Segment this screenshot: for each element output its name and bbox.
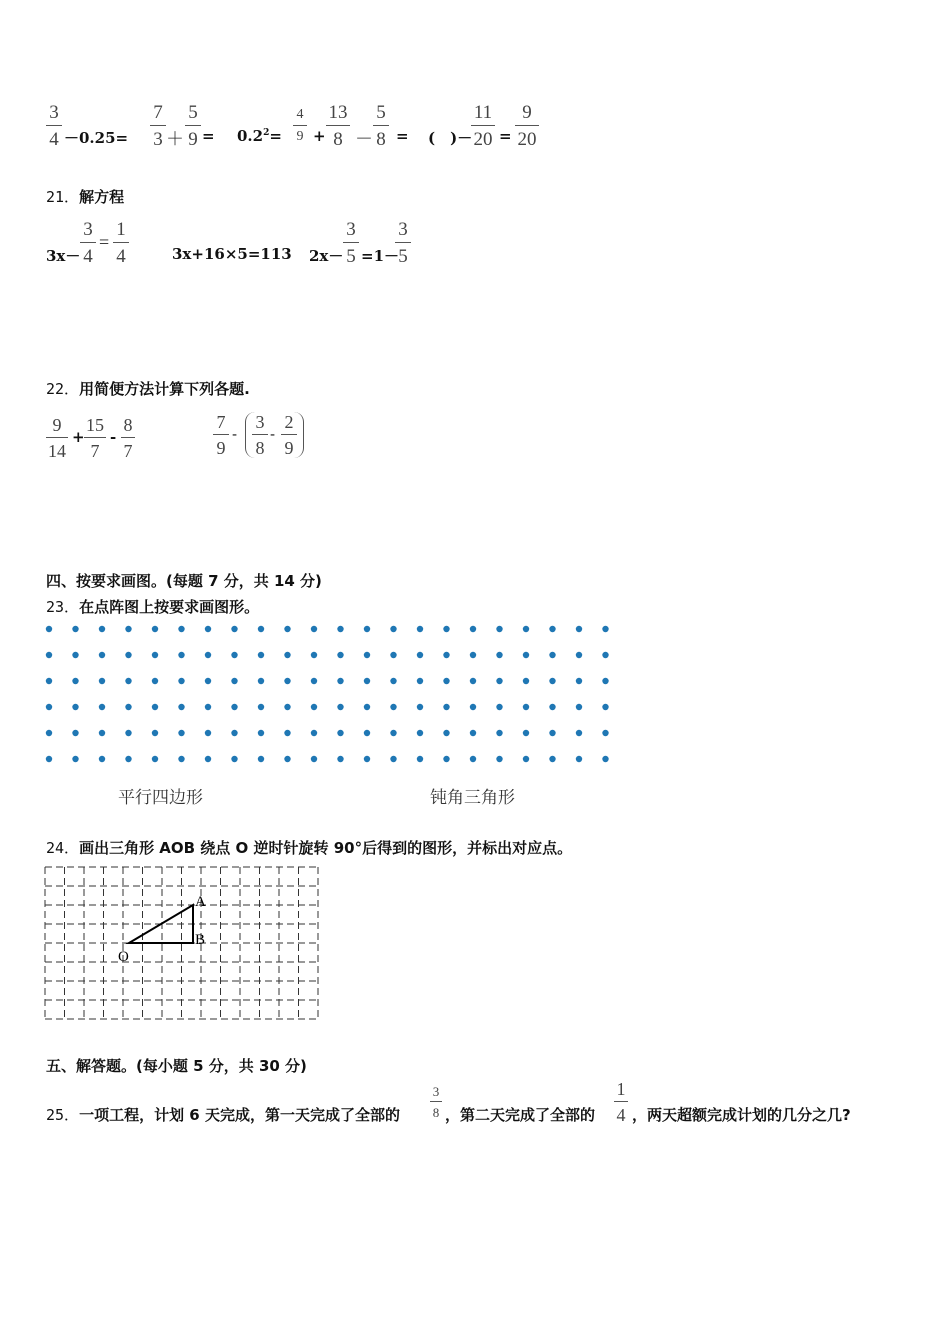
grid-dot	[549, 704, 555, 710]
grid-dot	[125, 704, 131, 710]
expression-text: $0.2^2=$	[237, 127, 282, 145]
grid-dot	[390, 730, 396, 736]
dot-grid	[40, 620, 620, 770]
grid-dot	[470, 652, 476, 658]
grid-dot	[417, 678, 423, 684]
blank-parenthesis: ( )－	[428, 129, 473, 147]
grid-dot	[549, 756, 555, 762]
grid-dot	[72, 730, 78, 736]
grid-dot	[523, 730, 529, 736]
grid-dot	[311, 730, 317, 736]
grid-dot	[205, 756, 211, 762]
grid-dot	[417, 652, 423, 658]
grid-dot	[99, 756, 105, 762]
grid-dot	[178, 678, 184, 684]
grid-dot	[258, 652, 264, 658]
grid-dot	[417, 626, 423, 632]
grid-dot	[178, 626, 184, 632]
grid-dot	[72, 626, 78, 632]
grid-dot	[390, 704, 396, 710]
grid-dot	[496, 678, 502, 684]
plus-sign: +	[72, 428, 85, 446]
grid-dot	[576, 704, 582, 710]
fraction: 3 8	[252, 413, 268, 457]
grid-dot	[205, 730, 211, 736]
fraction: 4 9	[293, 108, 307, 144]
grid-dot	[125, 678, 131, 684]
grid-dot	[178, 756, 184, 762]
grid-dot	[72, 652, 78, 658]
grid-dot	[523, 652, 529, 658]
fraction: 9 20	[515, 103, 539, 149]
grid-dot	[284, 678, 290, 684]
grid-dot	[284, 626, 290, 632]
question-25-text-1: 25．一项工程，计划 6 天完成，第一天完成了全部的	[46, 1106, 400, 1124]
grid-dot	[125, 626, 131, 632]
grid-dot	[602, 652, 608, 658]
grid-dot	[178, 704, 184, 710]
grid-dot	[284, 756, 290, 762]
expression-text: －0.25=	[64, 129, 129, 147]
grid-dot	[549, 626, 555, 632]
grid-dot	[443, 626, 449, 632]
fraction: 3 8	[430, 1085, 442, 1119]
equation-mid: =1－	[361, 247, 400, 265]
grid-dot	[337, 756, 343, 762]
fraction: 8 7	[121, 416, 135, 460]
fraction: 1 4	[614, 1080, 628, 1124]
grid-dot	[602, 756, 608, 762]
fraction: 3 5	[343, 220, 359, 266]
fraction: 13 8	[326, 103, 350, 149]
grid-dot	[46, 678, 52, 684]
grid-dot	[470, 704, 476, 710]
grid-dot	[443, 678, 449, 684]
fraction: 1 4	[113, 220, 129, 266]
equation-lead: 3x－	[46, 247, 81, 265]
grid-dot	[602, 704, 608, 710]
grid-dot	[125, 730, 131, 736]
label-parallelogram: 平行四边形	[118, 788, 203, 808]
grid-dot	[311, 678, 317, 684]
grid-dot	[152, 626, 158, 632]
grid-dot	[205, 652, 211, 658]
question-21-heading: 21．解方程	[46, 188, 125, 206]
grid-dot	[496, 704, 502, 710]
grid-dot	[549, 652, 555, 658]
grid-dot	[46, 730, 52, 736]
grid-dot	[152, 756, 158, 762]
grid-dot	[99, 678, 105, 684]
grid-dot	[46, 626, 52, 632]
grid-dot	[152, 704, 158, 710]
plus-sign: +	[313, 127, 326, 145]
grid-dot	[311, 756, 317, 762]
section-4-title: 四、按要求画图。(每题 7 分，共 14 分)	[46, 572, 322, 590]
section-5-title: 五、解答题。(每小题 5 分，共 30 分)	[46, 1057, 307, 1075]
fraction: 3 4	[80, 220, 96, 266]
grid-dot	[496, 652, 502, 658]
grid-dot	[72, 678, 78, 684]
grid-dot	[152, 652, 158, 658]
fraction: 15 7	[86, 415, 104, 461]
grid-dot	[443, 704, 449, 710]
minus-sign: -	[232, 425, 238, 443]
grid-dot	[576, 756, 582, 762]
equals-sign: =	[396, 127, 409, 145]
equals-sign: =	[499, 127, 512, 145]
grid-dot	[337, 626, 343, 632]
grid-dot	[417, 704, 423, 710]
grid-dot	[364, 626, 370, 632]
grid-dot	[390, 678, 396, 684]
grid-dot	[46, 652, 52, 658]
grid-dot	[231, 652, 237, 658]
grid-dot	[417, 730, 423, 736]
grid-dot	[258, 756, 264, 762]
grid-dot	[231, 756, 237, 762]
grid-dot	[152, 678, 158, 684]
grid-dot	[443, 756, 449, 762]
grid-dot	[258, 678, 264, 684]
question-22-heading: 22．用简便方法计算下列各题.	[46, 380, 250, 398]
grid-dot	[417, 756, 423, 762]
grid-dot	[443, 730, 449, 736]
grid-dot	[72, 756, 78, 762]
grid-dot	[231, 678, 237, 684]
fraction: 11 20	[471, 103, 495, 149]
fraction: 3 4	[46, 103, 62, 149]
grid-dot	[205, 626, 211, 632]
grid-dot	[523, 626, 529, 632]
fraction: 5 9	[185, 103, 201, 149]
equation-lead: 2x－	[309, 247, 344, 265]
fraction: 7 9	[213, 413, 229, 457]
grid-dot	[549, 730, 555, 736]
grid-dot	[602, 626, 608, 632]
grid-dot	[364, 704, 370, 710]
grid-dot	[602, 678, 608, 684]
grid-dot	[337, 678, 343, 684]
grid-dot	[470, 678, 476, 684]
grid-dot	[470, 756, 476, 762]
grid-dot	[496, 626, 502, 632]
grid-dot	[178, 730, 184, 736]
grid-dot	[125, 756, 131, 762]
grid-dot	[443, 652, 449, 658]
grid-dot	[337, 704, 343, 710]
grid-dot	[284, 652, 290, 658]
grid-dot	[72, 704, 78, 710]
grid-dot	[576, 678, 582, 684]
equals-sign: =	[99, 232, 110, 252]
minus-sign: -	[110, 428, 117, 446]
fraction: 7 3	[150, 103, 166, 149]
grid-dot	[390, 652, 396, 658]
grid-dot	[364, 756, 370, 762]
grid-dot	[284, 704, 290, 710]
grid-dot	[390, 626, 396, 632]
grid-dot	[311, 652, 317, 658]
plus-sign: ＋	[166, 129, 184, 149]
grid-dot	[523, 678, 529, 684]
grid-dot	[576, 730, 582, 736]
grid-dot	[99, 652, 105, 658]
grid-dot	[46, 704, 52, 710]
grid-dot	[231, 704, 237, 710]
point-a-label: A	[195, 894, 206, 910]
grid-dot	[549, 678, 555, 684]
fraction: 3 5	[395, 220, 411, 266]
grid-dot	[496, 756, 502, 762]
grid-dot	[364, 678, 370, 684]
grid-dot	[284, 730, 290, 736]
grid-dot	[364, 652, 370, 658]
point-o-label: O	[118, 949, 129, 965]
grid-dot	[258, 730, 264, 736]
grid-dot	[178, 652, 184, 658]
equals-sign: =	[202, 127, 215, 145]
minus-sign: -	[270, 425, 276, 443]
fraction: 5 8	[373, 103, 389, 149]
question-25-text-2: ，第二天完成了全部的	[445, 1106, 596, 1124]
grid-dot	[99, 626, 105, 632]
grid-dot	[470, 730, 476, 736]
grid-dot	[231, 730, 237, 736]
grid-dot	[523, 756, 529, 762]
grid-dot	[46, 756, 52, 762]
minus-sign: －	[355, 129, 373, 149]
point-b-label: B	[195, 932, 206, 948]
grid-dot	[258, 704, 264, 710]
grid-dot	[337, 652, 343, 658]
grid-dot	[99, 730, 105, 736]
grid-dot	[364, 730, 370, 736]
question-24-heading: 24．画出三角形 AOB 绕点 O 逆时针旋转 90°后得到的图形，并标出对应点。	[46, 839, 573, 857]
fraction: 9 14	[48, 415, 66, 461]
fraction: 2 9	[281, 413, 297, 457]
rotation-grid	[44, 866, 324, 1026]
grid-dot	[152, 730, 158, 736]
question-25-text-3: ，两天超额完成计划的几分之几?	[632, 1106, 851, 1124]
grid-dot	[576, 626, 582, 632]
grid-dot	[99, 704, 105, 710]
grid-dot	[576, 652, 582, 658]
grid-dot	[205, 704, 211, 710]
grid-dot	[337, 730, 343, 736]
grid-dot	[602, 730, 608, 736]
grid-dot	[496, 730, 502, 736]
grid-dot	[231, 626, 237, 632]
grid-dot	[125, 652, 131, 658]
grid-dot	[390, 756, 396, 762]
grid-dot	[523, 704, 529, 710]
equation-2: 3x+16×5=113	[172, 245, 292, 263]
question-23-heading: 23．在点阵图上按要求画图形。	[46, 598, 260, 616]
grid-dot	[205, 678, 211, 684]
grid-dot	[470, 626, 476, 632]
grid-dot	[258, 626, 264, 632]
grid-dot	[311, 704, 317, 710]
grid-dot	[311, 626, 317, 632]
label-obtuse-triangle: 钝角三角形	[430, 788, 515, 808]
